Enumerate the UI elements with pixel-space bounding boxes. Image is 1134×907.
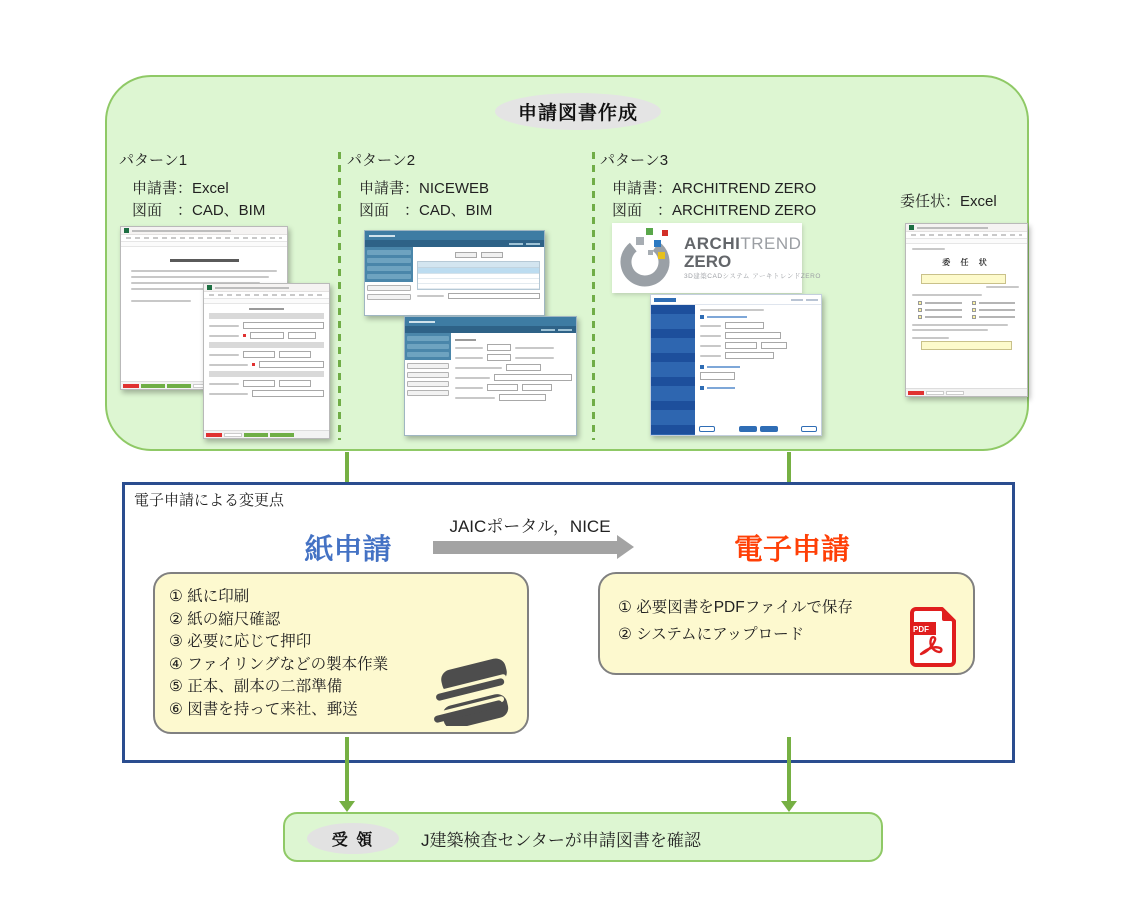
receipt-badge	[307, 823, 399, 854]
pdf-file-icon	[909, 606, 957, 668]
receipt-badge-label: 受 領	[331, 832, 375, 849]
architrend-mark-icon	[618, 228, 676, 288]
electronic-application-title: 電子申請	[733, 534, 850, 566]
paper-application-title: 紙申請	[304, 534, 392, 566]
document-creation-section	[105, 75, 1029, 451]
pattern2-drawing-line: 図面 ：CAD、BIM	[359, 202, 493, 219]
paper-step: ① 紙に印刷	[169, 588, 250, 605]
receipt-section	[283, 812, 883, 862]
pdf-icon-label: PDF	[913, 625, 929, 634]
pattern1-excel-form-screenshot	[203, 283, 330, 439]
pattern2-niceweb-form-screenshot	[404, 316, 577, 436]
pattern2-form-line: 申請書：NICEWEB	[359, 180, 490, 197]
delegation-excel-screenshot	[905, 223, 1028, 397]
changes-section-label: 電子申請による変更点	[134, 492, 285, 509]
pattern3-portal-screenshot	[650, 294, 822, 436]
pattern1-drawing-line: 図面 ：CAD、BIM	[132, 202, 266, 219]
pattern-divider-1	[338, 152, 341, 440]
electronic-step: ② システムにアップロード	[618, 626, 805, 643]
pattern1-form-line: 申請書：Excel	[132, 180, 229, 197]
paper-step: ⑤ 正本、副本の二部準備	[169, 678, 343, 695]
electronic-step: ① 必要図書をPDFファイルで保存	[618, 599, 853, 616]
paper-step: ⑥ 図書を持って来社、郵送	[169, 700, 358, 718]
transfer-arrow-icon	[433, 541, 617, 554]
pattern3-drawing-line: 図面 ：ARCHITREND ZERO	[612, 202, 817, 219]
books-icon	[433, 656, 517, 726]
delegation-label: 委任状：Excel	[900, 193, 997, 210]
pattern3-form-line: 申請書：ARCHITREND ZERO	[612, 180, 817, 197]
flow-arrow-electronic-to-receipt-icon	[787, 737, 791, 802]
pattern2-label: パターン2	[347, 152, 416, 169]
architrend-caption: 3D建築CADシステム アーキトレンドZERO	[684, 273, 821, 281]
pattern-divider-2	[592, 152, 595, 440]
pattern2-niceweb-list-screenshot	[364, 230, 545, 316]
flow-arrow-paper-to-receipt-icon	[345, 737, 349, 802]
pattern1-label: パターン1	[119, 152, 188, 169]
section-title: 申請図書作成	[517, 103, 638, 124]
section-title-badge	[495, 93, 661, 130]
architrend-zero-text: ZERO	[684, 251, 732, 271]
architrend-zero-logo	[612, 223, 821, 293]
paper-step: ③ 必要に応じて押印	[169, 633, 312, 650]
paper-steps-box	[153, 572, 529, 734]
architrend-name-light: TREND	[740, 233, 802, 253]
paper-step: ② 紙の縮尺確認	[169, 610, 281, 628]
receipt-text: J建築検査センターが申請図書を確認	[421, 831, 701, 850]
paper-step: ④ ファイリングなどの製本作業	[169, 655, 389, 673]
pattern3-label: パターン3	[600, 152, 669, 169]
transfer-systems-label: JAICポータル，NICE	[449, 517, 611, 536]
delegation-doc-title: 委 任 状	[942, 258, 991, 267]
electronic-steps-box	[598, 572, 975, 675]
architrend-name-bold: ARCHI	[684, 233, 741, 253]
